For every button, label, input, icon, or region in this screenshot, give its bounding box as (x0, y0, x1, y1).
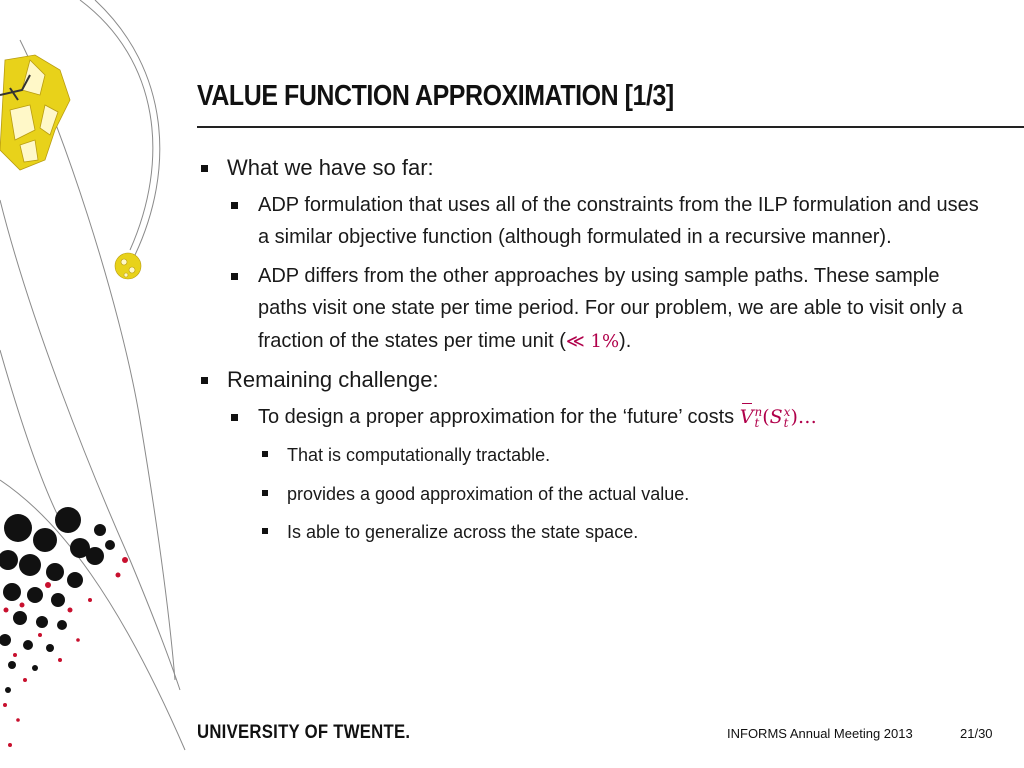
footer-meeting-name: INFORMS Annual Meeting 2013 (727, 726, 913, 741)
bullet-good-approximation (258, 478, 987, 511)
square-bullet-icon (201, 165, 208, 172)
bullet-text: ADP differs from the other approaches by using sample paths. These sample paths visit one state per time period. For our problem, we are able to visit only a fraction of the states per time unit ( (258, 264, 963, 352)
math-t: t (754, 415, 760, 430)
square-bullet-icon (262, 451, 268, 457)
page-number: 21/30 (960, 726, 993, 741)
bullet-text: Is able to generalize across the state space. (287, 522, 639, 542)
red-dots (3, 557, 128, 747)
decorative-artwork (0, 0, 200, 768)
bullet-adp-formulation (227, 189, 987, 254)
bullet-design-approximation (227, 401, 987, 434)
slide-title: VALUE FUNCTION APPROXIMATION [1/3] (197, 80, 674, 112)
math-value-function (740, 406, 817, 428)
square-bullet-icon (231, 202, 238, 209)
bullet-text: Remaining challenge: (227, 367, 439, 392)
math-n: n (754, 404, 763, 419)
math-bar (742, 403, 753, 404)
bullet-text: What we have so far: (227, 155, 434, 180)
square-bullet-icon (262, 490, 268, 496)
math-v: V (739, 405, 754, 428)
yellow-lattice-small (115, 253, 141, 279)
bullet-remaining-challenge (197, 364, 987, 397)
math-rparen: ) (790, 405, 798, 428)
bullet-text-end: ). (619, 329, 632, 352)
title-divider (197, 126, 1024, 128)
bullet-generalize (258, 516, 987, 549)
bullet-text: That is computationally tractable. (287, 445, 551, 465)
math-lparen: ( (762, 405, 770, 428)
bullet-what-we-have (197, 152, 987, 185)
bullet-text: ADP formulation that uses all of the constraints from the ILP formulation and uses a similar objective function (although formulated in a recursive manner). (258, 193, 979, 248)
square-bullet-icon (231, 414, 238, 421)
bullet-adp-differs (227, 260, 987, 359)
slide-body (197, 152, 987, 555)
yellow-lattice-top (0, 55, 70, 170)
math-t2: t (783, 415, 789, 430)
dot-cluster (0, 507, 115, 693)
square-bullet-icon (231, 273, 238, 280)
bullet-text: provides a good approximation of the actual value. (287, 483, 690, 504)
square-bullet-icon (262, 528, 268, 534)
math-much-less-than: ≪ 1% (565, 330, 620, 352)
square-bullet-icon (201, 377, 208, 384)
bullet-tractable (258, 439, 987, 472)
math-s: S (769, 405, 783, 428)
math-ellipsis: … (797, 405, 817, 428)
math-x: x (783, 404, 791, 419)
university-logo: UNIVERSITY OF TWENTE. (197, 722, 411, 743)
bullet-text: To design a proper approximation for the ‘future’ costs (258, 405, 740, 428)
